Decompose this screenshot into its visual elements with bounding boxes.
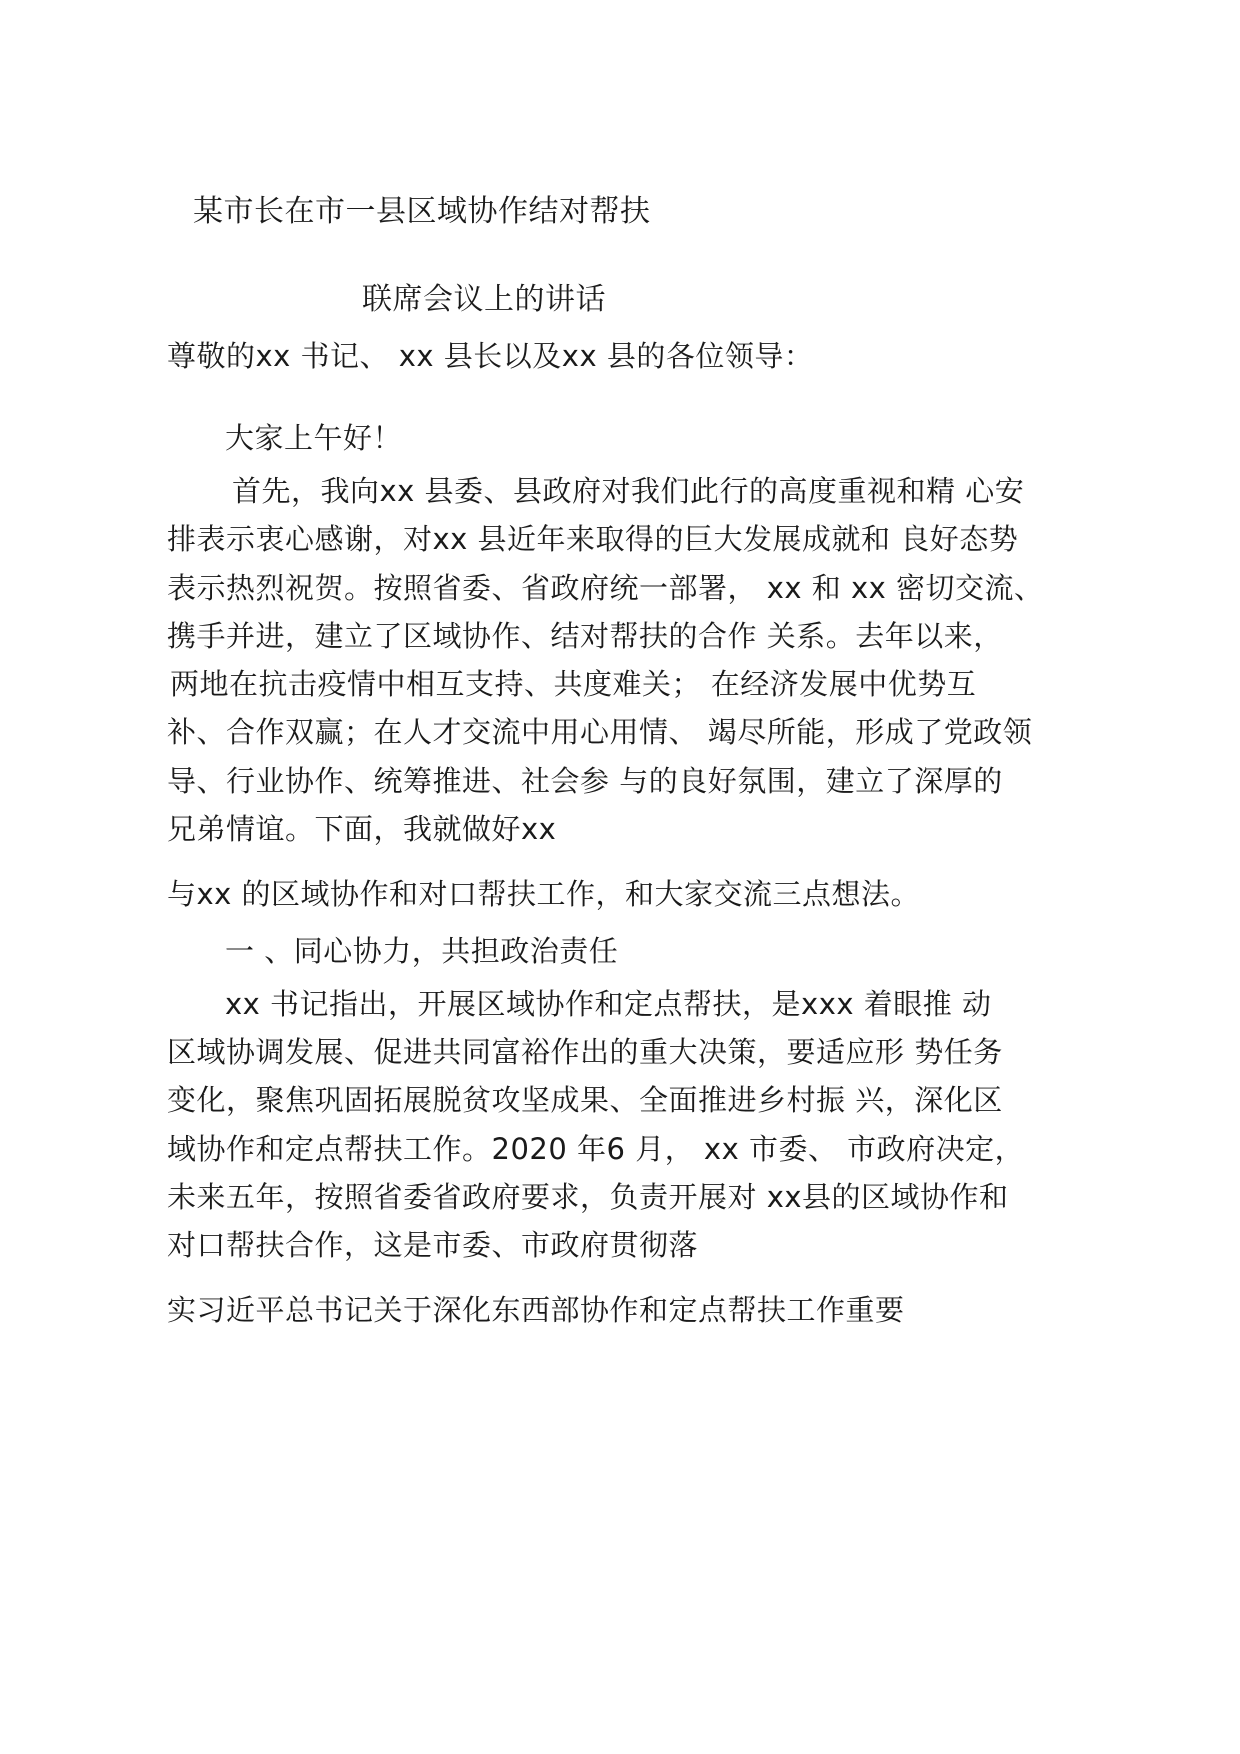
body-line: 域协作和定点帮扶工作。2020 年6 月， xx 市委、 市政府决定， <box>167 1132 1025 1166</box>
body-line: 兄弟情谊。下面，我就做好xx <box>167 812 557 846</box>
body-line: 未来五年，按照省委省政府要求，负责开展对 xx县的区域协作和 <box>167 1180 1009 1214</box>
body-line: 实习近平总书记关于深化东西部协作和定点帮扶工作重要 <box>167 1293 905 1327</box>
body-line: 首先，我向xx 县委、县政府对我们此行的高度重视和精 心安 <box>232 474 1025 508</box>
greeting: 大家上午好！ <box>225 421 403 455</box>
body-line: 携手并进，建立了区域协作、结对帮扶的合作 关系。去年以来， <box>167 619 1003 653</box>
body-line: 对口帮扶合作，这是市委、市政府贯彻落 <box>167 1228 699 1262</box>
body-line: 变化，聚焦巩固拓展脱贫攻坚成果、全面推进乡村振 兴，深化区 <box>167 1083 1003 1117</box>
body-line: 区域协调发展、促进共同富裕作出的重大决策，要适应形 势任务 <box>167 1035 1003 1069</box>
body-line: 两地在抗击疫情中相互支持、共度难关； 在经济发展中优势互 <box>170 667 977 701</box>
body-line: xx 书记指出，开展区域协作和定点帮扶，是xxx 着眼推 动 <box>225 987 992 1021</box>
body-line: 表示热烈祝贺。按照省委、省政府统一部署， xx 和 xx 密切交流、 <box>167 571 1044 605</box>
document-title-line-1: 某市长在市一县区域协作结对帮扶 <box>193 194 651 229</box>
body-line: 补、合作双赢；在人才交流中用心用情、 竭尽所能，形成了党政领 <box>167 715 1033 749</box>
section-heading: 一 、同心协力，共担政治责任 <box>225 934 619 968</box>
body-line: 排表示衷心感谢，对xx 县近年来取得的巨大发展成就和 良好态势 <box>167 522 1019 556</box>
salutation: 尊敬的xx 书记、 xx 县长以及xx 县的各位领导： <box>167 339 814 373</box>
body-line: 导、行业协作、统筹推进、社会参 与的良好氛围，建立了深厚的 <box>167 764 1003 798</box>
body-line: 与xx 的区域协作和对口帮扶工作，和大家交流三点想法。 <box>167 877 921 911</box>
document-title-line-2: 联席会议上的讲话 <box>362 282 606 317</box>
